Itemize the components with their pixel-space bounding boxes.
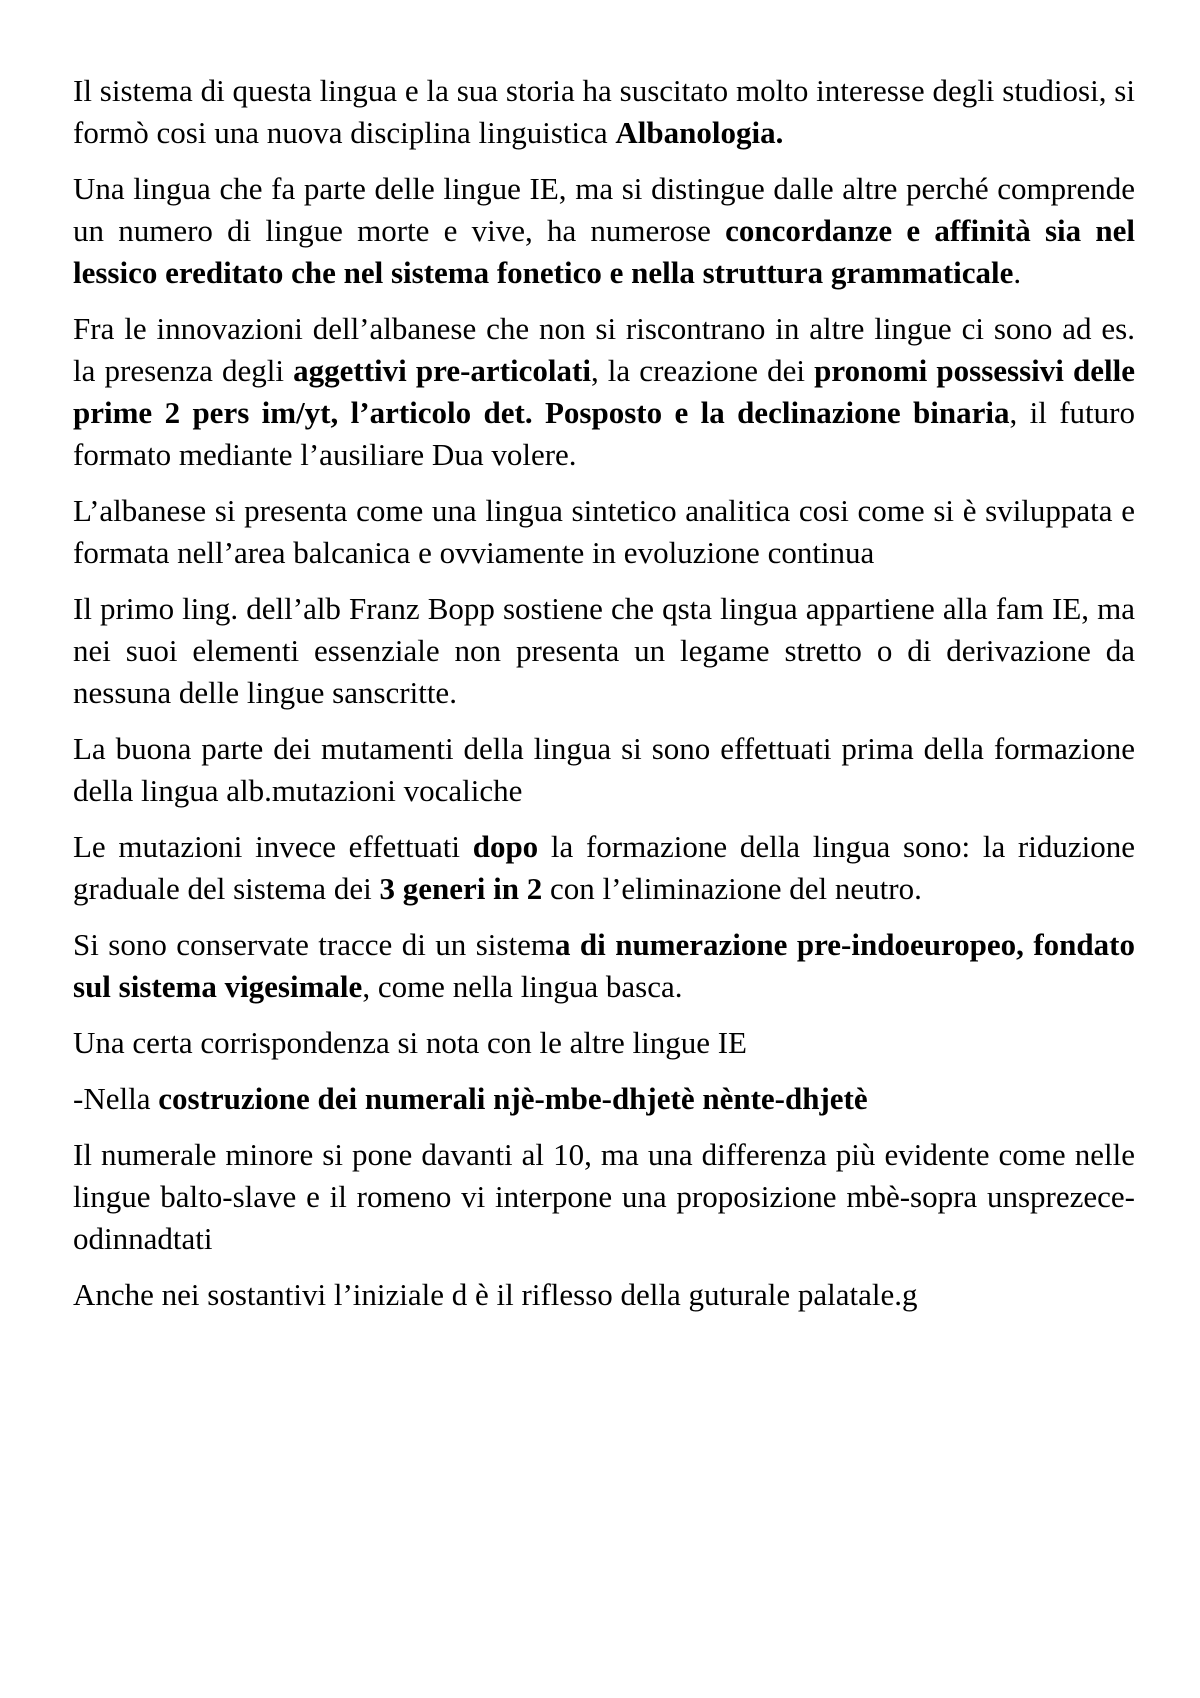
paragraph-sintetico-analitica xyxy=(73,490,1135,574)
text-run: , il futuro formato mediante l’ausiliare Dua volere. xyxy=(73,395,1135,472)
text-run: Fra le innovazioni dell’albanese che non si riscontrano in altre lingue ci sono ad es. la presenza degli xyxy=(73,311,1135,388)
paragraph-franz-bopp xyxy=(73,588,1135,714)
text-run: con l’eliminazione del neutro. xyxy=(542,871,922,906)
paragraph-sostantivi xyxy=(73,1274,1135,1316)
text-run: , come nella lingua basca. xyxy=(362,969,683,1004)
bold-text-run: pronomi possessivi delle prime 2 pers im/yt, l’articolo det. Posposto e la declinazione binaria xyxy=(73,353,1135,430)
text-run: -Nella xyxy=(73,1081,159,1116)
bold-text-run: a di numerazione pre-indoeuropeo, fondato sul sistema vigesimale xyxy=(73,927,1135,1004)
paragraph-lingua-ie xyxy=(73,168,1135,294)
paragraph-corrispondenza xyxy=(73,1022,1135,1064)
paragraph-costruzione-numerali xyxy=(73,1078,1135,1120)
text-run: Si sono conservate tracce di un sistem xyxy=(73,927,555,962)
paragraph-numerale-minore xyxy=(73,1134,1135,1260)
text-run: Il numerale minore si pone davanti al 10, ma una differenza più evidente come nelle lingue balto-slave e il romeno vi interpone una proposizione mbè-sopra unsprezece-odinnadtati xyxy=(73,1137,1135,1256)
bold-text-run: aggettivi pre-articolati xyxy=(293,353,591,388)
paragraph-mutamenti xyxy=(73,728,1135,812)
text-run: , la creazione dei xyxy=(590,353,815,388)
bold-text-run: 3 generi in 2 xyxy=(379,871,543,906)
paragraph-numerazione-vigesimale xyxy=(73,924,1135,1008)
text-run: Le mutazioni invece effettuati xyxy=(73,829,473,864)
text-run: L’albanese si presenta come una lingua sintetico analitica cosi come si è sviluppata e formata nell’area balcanica e ovviamente in evoluzione continua xyxy=(73,493,1135,570)
text-run: Una certa corrispondenza si nota con le altre lingue IE xyxy=(73,1025,747,1060)
bold-text-run: costruzione dei numerali njè-mbe-dhjetè nènte-dhjetè xyxy=(158,1081,868,1116)
text-run: Il primo ling. dell’alb Franz Bopp sostiene che qsta lingua appartiene alla fam IE, ma nei suoi elementi essenziale non presenta un legame stretto o di derivazione da nessuna delle lingue sanscritte. xyxy=(73,591,1135,710)
text-run: Anche nei sostantivi l’iniziale d è il riflesso della guturale palatale.g xyxy=(73,1277,918,1312)
bold-text-run: Albanologia. xyxy=(615,115,784,150)
paragraph-innovazioni xyxy=(73,308,1135,476)
text-run: la formazione della lingua sono: la riduzione graduale del sistema dei xyxy=(73,829,1135,906)
bold-text-run: dopo xyxy=(472,829,539,864)
bold-text-run: concordanze e affinità sia nel lessico ereditato che nel sistema fonetico e nella struttura grammaticale xyxy=(73,213,1135,290)
text-run: Il sistema di questa lingua e la sua storia ha suscitato molto interesse degli studiosi, si formò cosi una nuova disciplina linguistica xyxy=(73,73,1135,150)
document-page xyxy=(73,70,1135,1330)
text-run: . xyxy=(1013,255,1022,290)
paragraph-mutazioni-dopo xyxy=(73,826,1135,910)
text-run: La buona parte dei mutamenti della lingua si sono effettuati prima della formazione della lingua alb.mutazioni vocaliche xyxy=(73,731,1135,808)
text-run: Una lingua che fa parte delle lingue IE, ma si distingue dalle altre perché comprende un numero di lingue morte e vive, ha numerose xyxy=(73,171,1135,248)
paragraph-albanologia xyxy=(73,70,1135,154)
